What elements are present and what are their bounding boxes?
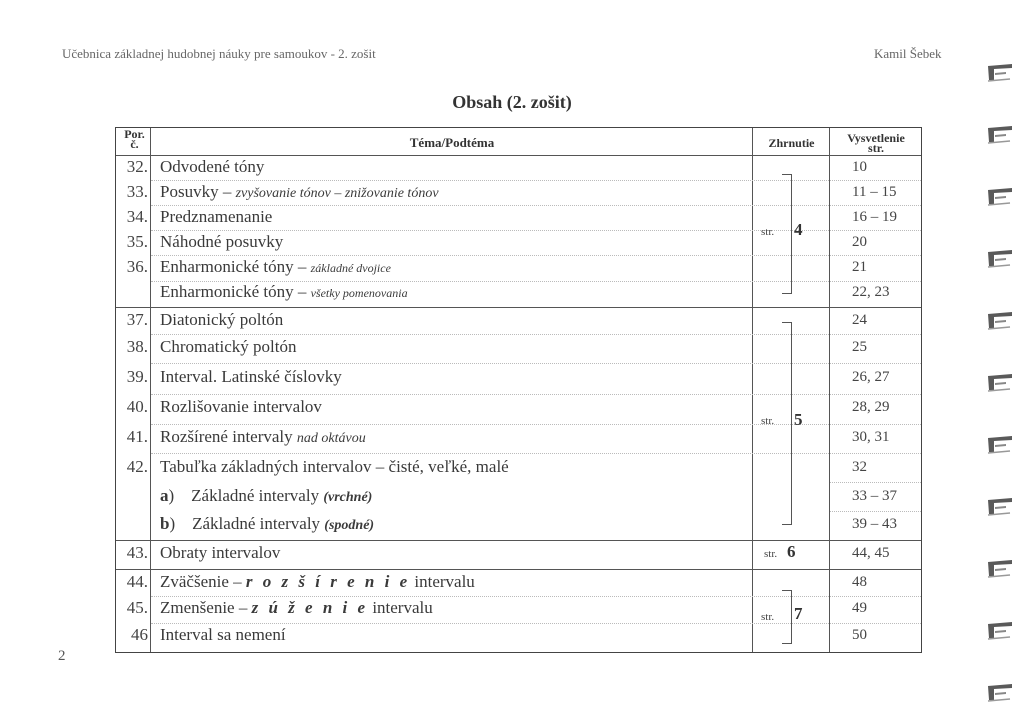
row-page: 25 xyxy=(852,339,867,355)
row-topic: Enharmonické tóny – všetky pomenovania xyxy=(160,282,408,301)
row-page: 32 xyxy=(852,459,867,475)
running-header-title: Učebnica základnej hudobnej náuky pre samoukov - 2. zošit xyxy=(62,46,376,61)
row-topic: a) Základné intervaly (vrchné) xyxy=(160,486,373,505)
summary-page: 4 xyxy=(794,220,803,239)
row-page: 49 xyxy=(852,600,867,616)
row-number: 35. xyxy=(126,232,148,251)
table-row xyxy=(116,571,923,596)
contents-table xyxy=(115,127,922,653)
row-page: 28, 29 xyxy=(852,399,890,415)
row-page: 26, 27 xyxy=(852,369,890,385)
row-topic: Predznamenanie xyxy=(160,207,273,226)
column-header-explanation: Vysvetlenie str. xyxy=(847,131,905,155)
row-number: 33. xyxy=(126,182,148,201)
row-topic: Interval sa nemení xyxy=(160,625,286,644)
binding-ring-icon xyxy=(986,620,1016,642)
summary-bracket xyxy=(782,322,792,525)
page-title: Obsah (2. zošit) xyxy=(452,92,572,112)
page-number: 2 xyxy=(58,648,66,664)
running-header-author: Kamil Šebek xyxy=(874,46,942,61)
row-page: 33 – 37 xyxy=(852,488,897,504)
summary-page: 7 xyxy=(794,604,803,623)
row-number: 42. xyxy=(126,457,148,476)
group-rule xyxy=(116,569,921,570)
binding-ring-icon xyxy=(986,434,1016,456)
binding-ring-icon xyxy=(986,62,1016,84)
row-number: 40. xyxy=(126,397,148,416)
column-header-summary: Zhrnutie xyxy=(768,136,815,150)
binding-ring-icon xyxy=(986,124,1016,146)
table-row xyxy=(116,542,923,567)
row-topic: Tabuľka základných intervalov – čisté, veľké, malé xyxy=(160,457,509,476)
binding-ring-icon xyxy=(986,558,1016,580)
row-page: 21 xyxy=(852,259,867,275)
summary-page: 6 xyxy=(787,542,796,561)
row-number: 46 xyxy=(131,625,148,644)
row-page: 16 – 19 xyxy=(852,209,897,225)
binding-ring-icon xyxy=(986,186,1016,208)
row-number: 45. xyxy=(126,598,148,617)
row-page: 22, 23 xyxy=(852,284,890,300)
table-row xyxy=(116,336,923,361)
summary-bracket xyxy=(782,174,792,294)
table-row xyxy=(116,513,923,538)
column-header-topic: Téma/Podtéma xyxy=(409,135,495,150)
group-rule xyxy=(116,540,921,541)
row-topic: Obraty intervalov xyxy=(160,543,281,562)
binding-ring-icon xyxy=(986,496,1016,518)
table-row xyxy=(116,281,923,306)
binding-ring-icon xyxy=(986,310,1016,332)
row-topic: Náhodné posuvky xyxy=(160,232,284,251)
row-number: 37. xyxy=(126,310,148,329)
row-page: 44, 45 xyxy=(852,545,890,561)
summary-prefix: str. xyxy=(764,548,778,560)
row-page: 50 xyxy=(852,627,867,643)
row-page: 20 xyxy=(852,234,867,250)
row-page: 39 – 43 xyxy=(852,516,897,532)
row-page: 10 xyxy=(852,159,867,175)
table-row xyxy=(116,181,923,206)
table-row xyxy=(116,456,923,481)
summary-prefix: str. xyxy=(761,611,775,623)
row-number: 36. xyxy=(126,257,148,276)
row-number: 38. xyxy=(126,337,148,356)
row-number: 44. xyxy=(126,572,148,591)
row-topic: b) Základné intervaly (spodné) xyxy=(160,514,375,533)
row-topic: Enharmonické tóny – základné dvojice xyxy=(160,257,391,276)
row-topic: Rozšírené intervaly nad oktávou xyxy=(160,427,366,446)
table-row xyxy=(116,309,923,334)
summary-prefix: str. xyxy=(761,415,775,427)
table-row xyxy=(116,485,923,510)
row-page: 24 xyxy=(852,312,867,328)
binding-ring-icon xyxy=(986,682,1016,704)
row-topic: Interval. Latinské číslovky xyxy=(160,367,342,386)
row-number: 32. xyxy=(126,157,148,176)
row-topic: Diatonický poltón xyxy=(160,310,284,329)
table-row xyxy=(116,366,923,391)
table-row xyxy=(116,624,923,649)
row-topic: Odvodené tóny xyxy=(160,157,265,176)
row-topic: Posuvky – zvyšovanie tónov – znižovanie tónov xyxy=(160,182,439,201)
row-topic: Rozlišovanie intervalov xyxy=(160,397,322,416)
row-topic: Zmenšenie – z ú ž e n i e intervalu xyxy=(160,598,433,617)
summary-prefix: str. xyxy=(761,226,775,238)
table-row xyxy=(116,256,923,281)
binding-ring-icon xyxy=(986,372,1016,394)
row-number: 43. xyxy=(126,543,148,562)
row-topic: Zväčšenie – r o z š í r e n i e intervalu xyxy=(160,572,475,591)
group-rule xyxy=(116,307,921,308)
row-number: 34. xyxy=(126,207,148,226)
summary-page: 5 xyxy=(794,410,803,429)
row-page: 48 xyxy=(852,574,867,590)
row-page: 30, 31 xyxy=(852,429,890,445)
row-page: 11 – 15 xyxy=(852,184,897,200)
summary-bracket xyxy=(782,590,792,644)
table-row xyxy=(116,156,923,181)
row-number: 39. xyxy=(126,367,148,386)
row-number: 41. xyxy=(126,427,148,446)
row-topic: Chromatický poltón xyxy=(160,337,297,356)
binding-ring-icon xyxy=(986,248,1016,270)
column-header-number: Por. č. xyxy=(124,127,145,151)
